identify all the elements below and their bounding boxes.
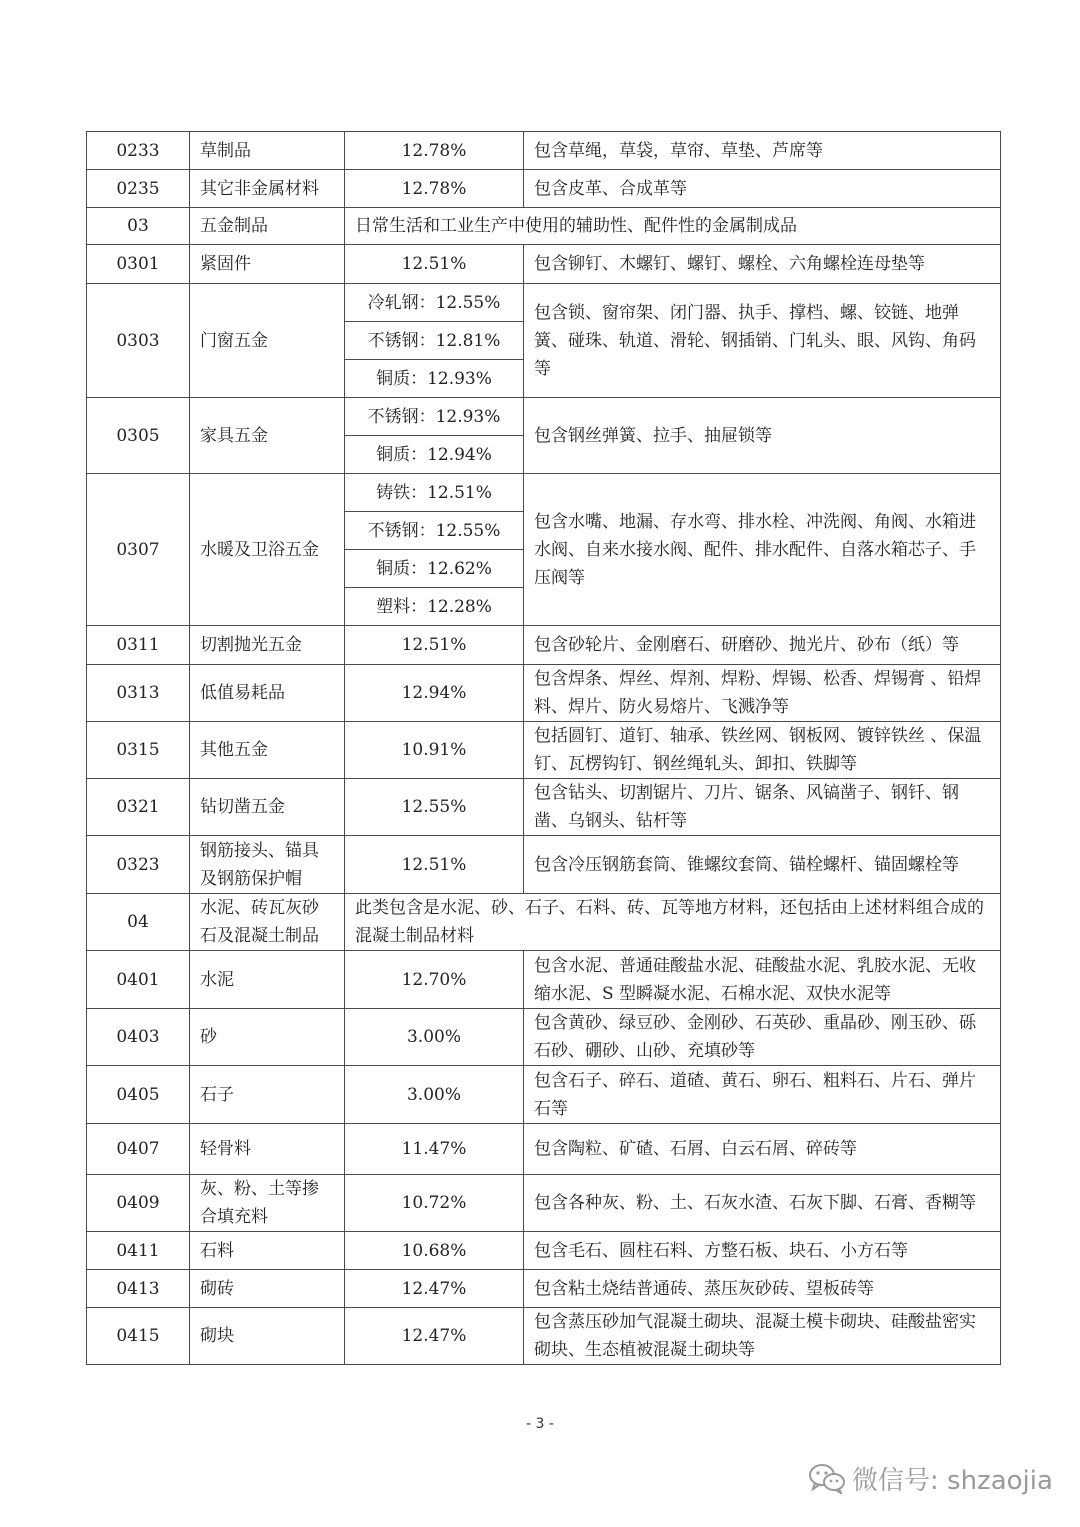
row-name: 草制品 (190, 132, 345, 170)
row-code: 0405 (87, 1066, 190, 1124)
table-row (87, 170, 1001, 208)
row-code: 0303 (87, 284, 190, 398)
row-code: 0403 (87, 1009, 190, 1066)
row-name: 钻切凿五金 (190, 779, 345, 836)
watermark-text: 微信号: shzaojia (852, 1465, 1053, 1496)
row-rate: 12.78% (345, 170, 524, 208)
row-rate: 12.47% (345, 1270, 524, 1308)
row-rate: 10.72% (345, 1175, 524, 1232)
row-desc: 包含粘土烧结普通砖、蒸压灰砂砖、望板砖等 (524, 1270, 1001, 1308)
group-code: 03 (87, 208, 190, 245)
row-rate: 12.51% (345, 836, 524, 894)
table-row (87, 665, 1001, 722)
row-name: 钢筋接头、锚具及钢筋保护帽 (190, 836, 345, 894)
row-rate: 铜质：12.93% (345, 360, 524, 398)
row-rate: 不锈钢：12.93% (345, 398, 524, 436)
group-code: 04 (87, 894, 190, 951)
row-desc: 包含锁、窗帘架、闭门器、执手、撑档、螺、铰链、地弹簧、碰珠、轨道、滑轮、钢插销、门轧头、眼、风钩、角码等 (524, 284, 1001, 398)
row-code: 0415 (87, 1308, 190, 1365)
group-name: 水泥、砖瓦灰砂石及混凝土制品 (190, 894, 345, 951)
table-row (87, 779, 1001, 836)
table-row (87, 1232, 1001, 1270)
row-rate: 10.91% (345, 722, 524, 779)
row-name: 石料 (190, 1232, 345, 1270)
row-rate: 12.47% (345, 1308, 524, 1365)
group-row (87, 208, 1001, 245)
row-rate: 3.00% (345, 1009, 524, 1066)
table-row (87, 245, 1001, 284)
row-rate: 铸铁：12.51% (345, 474, 524, 512)
row-desc: 包含陶粒、矿碴、石屑、白云石屑、碎砖等 (524, 1124, 1001, 1175)
row-desc: 包含水泥、普通硅酸盐水泥、硅酸盐水泥、乳胶水泥、无收缩水泥、S 型瞬凝水泥、石棉水泥、双快水泥等 (524, 951, 1001, 1009)
row-code: 0409 (87, 1175, 190, 1232)
row-name: 砂 (190, 1009, 345, 1066)
row-name: 水泥 (190, 951, 345, 1009)
row-desc: 包含蒸压砂加气混凝土砌块、混凝土模卡砌块、硅酸盐密实砌块、生态植被混凝土砌块等 (524, 1308, 1001, 1365)
row-rate: 11.47% (345, 1124, 524, 1175)
row-name: 灰、粉、土等掺合填充料 (190, 1175, 345, 1232)
row-rate: 铜质：12.94% (345, 436, 524, 474)
row-desc: 包含草绳，草袋，草帘、草垫、芦席等 (524, 132, 1001, 170)
row-desc: 包含砂轮片、金刚磨石、研磨砂、抛光片、砂布（纸）等 (524, 626, 1001, 665)
row-desc: 包含钻头、切割锯片、刀片、锯条、风镐凿子、钢钎、钢凿、乌钢头、钻杆等 (524, 779, 1001, 836)
table-row (87, 398, 1001, 436)
group-name: 五金制品 (190, 208, 345, 245)
row-rate: 冷轧钢：12.55% (345, 284, 524, 322)
table-row (87, 1270, 1001, 1308)
table-row (87, 474, 1001, 512)
row-code: 0307 (87, 474, 190, 626)
row-name: 砌块 (190, 1308, 345, 1365)
row-rate: 12.55% (345, 779, 524, 836)
row-name: 门窗五金 (190, 284, 345, 398)
row-name: 低值易耗品 (190, 665, 345, 722)
row-rate: 12.51% (345, 245, 524, 284)
table-row (87, 836, 1001, 894)
row-code: 0301 (87, 245, 190, 284)
table-row (87, 1175, 1001, 1232)
row-desc: 包含石子、碎石、道碴、黄石、卵石、粗料石、片石、弹片石等 (524, 1066, 1001, 1124)
row-code: 0323 (87, 836, 190, 894)
row-desc: 包含钢丝弹簧、拉手、抽屉锁等 (524, 398, 1001, 474)
row-code: 0313 (87, 665, 190, 722)
row-rate: 铜质：12.62% (345, 550, 524, 588)
row-rate: 10.68% (345, 1232, 524, 1270)
row-code: 0407 (87, 1124, 190, 1175)
row-code: 0233 (87, 132, 190, 170)
row-code: 0235 (87, 170, 190, 208)
group-row (87, 894, 1001, 951)
row-name: 家具五金 (190, 398, 345, 474)
row-rate: 12.78% (345, 132, 524, 170)
row-desc: 包含毛石、圆柱石料、方整石板、块石、小方石等 (524, 1232, 1001, 1270)
table-row (87, 1308, 1001, 1365)
table-row (87, 626, 1001, 665)
table-row (87, 722, 1001, 779)
row-code: 0411 (87, 1232, 190, 1270)
row-desc: 包含铆钉、木螺钉、螺钉、螺栓、六角螺栓连母垫等 (524, 245, 1001, 284)
row-name: 紧固件 (190, 245, 345, 284)
row-code: 0401 (87, 951, 190, 1009)
table-row (87, 1124, 1001, 1175)
table-row (87, 1009, 1001, 1066)
row-code: 0321 (87, 779, 190, 836)
row-desc: 包含黄砂、绿豆砂、金刚砂、石英砂、重晶砂、刚玉砂、砾石砂、硼砂、山砂、充填砂等 (524, 1009, 1001, 1066)
wechat-watermark (808, 1458, 1053, 1498)
group-desc: 日常生活和工业生产中使用的辅助性、配件性的金属制成品 (345, 208, 1001, 245)
row-name: 水暖及卫浴五金 (190, 474, 345, 626)
row-rate: 12.51% (345, 626, 524, 665)
row-rate: 塑料：12.28% (345, 588, 524, 626)
materials-rate-table (86, 131, 1001, 1365)
row-name: 其它非金属材料 (190, 170, 345, 208)
row-rate: 3.00% (345, 1066, 524, 1124)
row-desc: 包含焊条、焊丝、焊剂、焊粉、焊锡、松香、焊锡膏 、铅焊料、焊片、防火易熔片、飞溅净等 (524, 665, 1001, 722)
row-name: 砌砖 (190, 1270, 345, 1308)
group-desc: 此类包含是水泥、砂、石子、石料、砖、瓦等地方材料，还包括由上述材料组合成的混凝土制品材料 (345, 894, 1001, 951)
row-desc: 包含皮革、合成革等 (524, 170, 1001, 208)
row-desc: 包含各种灰、粉、土、石灰水渣、石灰下脚、石膏、香糊等 (524, 1175, 1001, 1232)
row-name: 切割抛光五金 (190, 626, 345, 665)
row-desc: 包含冷压钢筋套筒、锥螺纹套筒、锚栓螺杆、锚固螺栓等 (524, 836, 1001, 894)
row-code: 0315 (87, 722, 190, 779)
page-number: - 3 - (526, 1416, 554, 1432)
table-row (87, 1066, 1001, 1124)
row-desc: 包含水嘴、地漏、存水弯、排水栓、冲洗阀、角阀、水箱进水阀、自来水接水阀、配件、排水配件、自落水箱芯子、手压阀等 (524, 474, 1001, 626)
table-row (87, 132, 1001, 170)
row-rate: 12.94% (345, 665, 524, 722)
row-code: 0305 (87, 398, 190, 474)
row-code: 0413 (87, 1270, 190, 1308)
row-name: 其他五金 (190, 722, 345, 779)
row-code: 0311 (87, 626, 190, 665)
row-name: 石子 (190, 1066, 345, 1124)
table-row (87, 284, 1001, 322)
row-desc: 包括圆钉、道钉、轴承、铁丝网、钢板网、镀锌铁丝 、保温钉、瓦楞钩钉、钢丝绳轧头、卸扣、铁脚等 (524, 722, 1001, 779)
row-rate: 12.70% (345, 951, 524, 1009)
table-row (87, 951, 1001, 1009)
row-rate: 不锈钢：12.55% (345, 512, 524, 550)
wechat-icon (808, 1462, 846, 1494)
row-rate: 不锈钢：12.81% (345, 322, 524, 360)
row-name: 轻骨料 (190, 1124, 345, 1175)
